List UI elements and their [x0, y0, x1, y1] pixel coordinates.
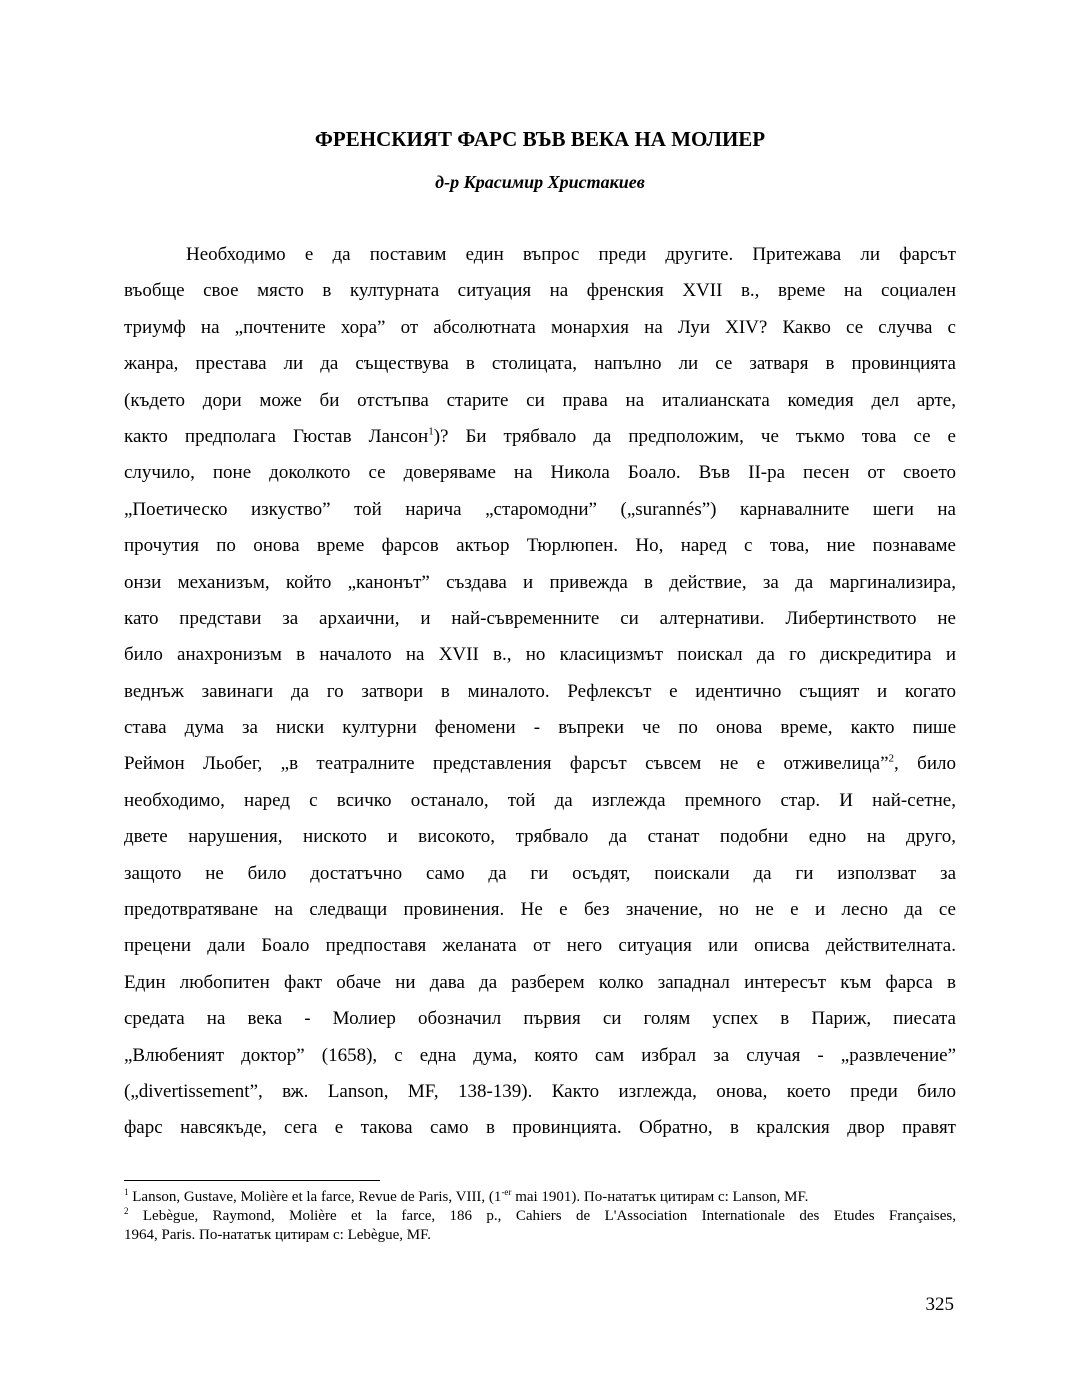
text-line: защото не било достатъчно само да ги осъдят, поискали да ги използват за — [124, 862, 956, 884]
footnote-text: Lebègue, Raymond, Molière et la farce, 186 p., Cahiers de L'Association Internationale des Etudes Françaises, — [128, 1208, 956, 1224]
footnotes — [124, 1188, 956, 1245]
page-number: 325 — [925, 1294, 954, 1315]
text-line — [124, 419, 956, 455]
text-line — [124, 746, 956, 782]
footnote-divider — [124, 1180, 380, 1181]
footnote-superscript: -er — [501, 1187, 512, 1197]
footnote-1 — [124, 1188, 956, 1207]
footnote-marker: 1 — [124, 1187, 129, 1197]
text-line: прочутия по онова време фарсов актьор Тюрлюпен. Но, наред с това, ние познаваме — [124, 535, 956, 557]
footnote-reference-2[interactable]: 2 — [888, 753, 895, 766]
text-line: веднъж завинаги да го затвори в миналото. Рефлексът е идентично същият и когато — [124, 680, 956, 702]
text-line: необходимо, наред с всичко останало, той да изглежда премного стар. И най-сетне, — [124, 789, 956, 811]
text-line: въобще свое място в културната ситуация на френския XVII в., време на социален — [124, 280, 956, 302]
text-segment: )? Би трябвало да предположим, че тъкмо това се е — [433, 425, 956, 447]
text-line: триумф на „почтените хора” от абсолютната монархия на Луи XIV? Какво се случва с — [124, 316, 956, 338]
text-line: Необходимо е да поставим един въпрос преди другите. Притежава ли фарсът — [186, 244, 956, 265]
footnote-marker: 2 — [124, 1206, 129, 1216]
text-line: (където дори може би отстъпва старите си права на италианската комедия дел арте, — [124, 389, 956, 411]
text-line: като представи за архаични, и най-съвременните си алтернативи. Либертинството не — [124, 607, 956, 629]
text-line: „Поетическо изкуство” той нарича „старомодни” („surannés”) карнавалните шеги на — [124, 498, 956, 520]
body-paragraph — [124, 237, 956, 1147]
text-segment: , било — [894, 753, 956, 775]
text-line: двете нарушения, ниското и високото, трябвало да станат подобни едно на друго, — [124, 826, 956, 848]
text-line: Един любопитен факт обаче ни дава да разберем колко западнал интересът към фарса в — [124, 971, 956, 993]
text-line: случило, поне доколкото се доверяваме на Никола Боало. Във II-ра песен от своето — [124, 462, 956, 484]
footnote-text: mai 1901). По-нататък цитирам с: Lanson, MF. — [511, 1189, 809, 1205]
footnote-2-continuation: 1964, Paris. По-нататък цитирам с: Lebègue, MF. — [124, 1227, 431, 1243]
text-line: било анахронизъм в началото на XVII в., но класицизмът поискал да го дискредитира и — [124, 644, 956, 666]
text-line: предотвратяване на следващи провинения. Не е без значение, но не е и лесно да се — [124, 899, 956, 921]
footnote-text: Lanson, Gustave, Molière et la farce, Revue de Paris, VIII, (1 — [128, 1189, 502, 1205]
text-line: фарс навсякъде, сега е такова само в провинцията. Обратно, в кралския двор правят — [124, 1117, 956, 1139]
text-line: („divertissement”, вж. Lanson, MF, 138-139). Както изглежда, онова, което преди било — [124, 1080, 956, 1102]
footnote-2 — [124, 1207, 956, 1226]
text-line: средата на века - Молиер обозначил първия си голям успех в Париж, пиесата — [124, 1008, 956, 1030]
article-author: д-р Красимир Христакиев — [435, 172, 645, 192]
text-line: става дума за ниски културни феномени - въпреки че по онова време, както пише — [124, 717, 956, 739]
text-line: жанра, престава ли да съществува в столицата, напълно ли се затваря в провинцията — [124, 353, 956, 375]
footnote-reference-1[interactable]: 1 — [428, 425, 434, 438]
article-title: ФРЕНСКИЯТ ФАРС ВЪВ ВЕКА НА МОЛИЕР — [314, 127, 766, 151]
text-segment: Реймон Льобег, „в театралните представления фарсът съвсем не е отживелица” — [124, 753, 889, 775]
text-line: „Влюбеният доктор” (1658), с една дума, която сам избрал за случая - „развлечение” — [124, 1044, 956, 1066]
text-line: прецени дали Боало предпоставя желаната от него ситуация или описва действителната. — [124, 935, 956, 957]
text-line: онзи механизъм, който „канонът” създава и привежда в действие, за да маргинализира, — [124, 571, 956, 593]
text-segment: както предполага Гюстав Лансон — [124, 425, 429, 447]
